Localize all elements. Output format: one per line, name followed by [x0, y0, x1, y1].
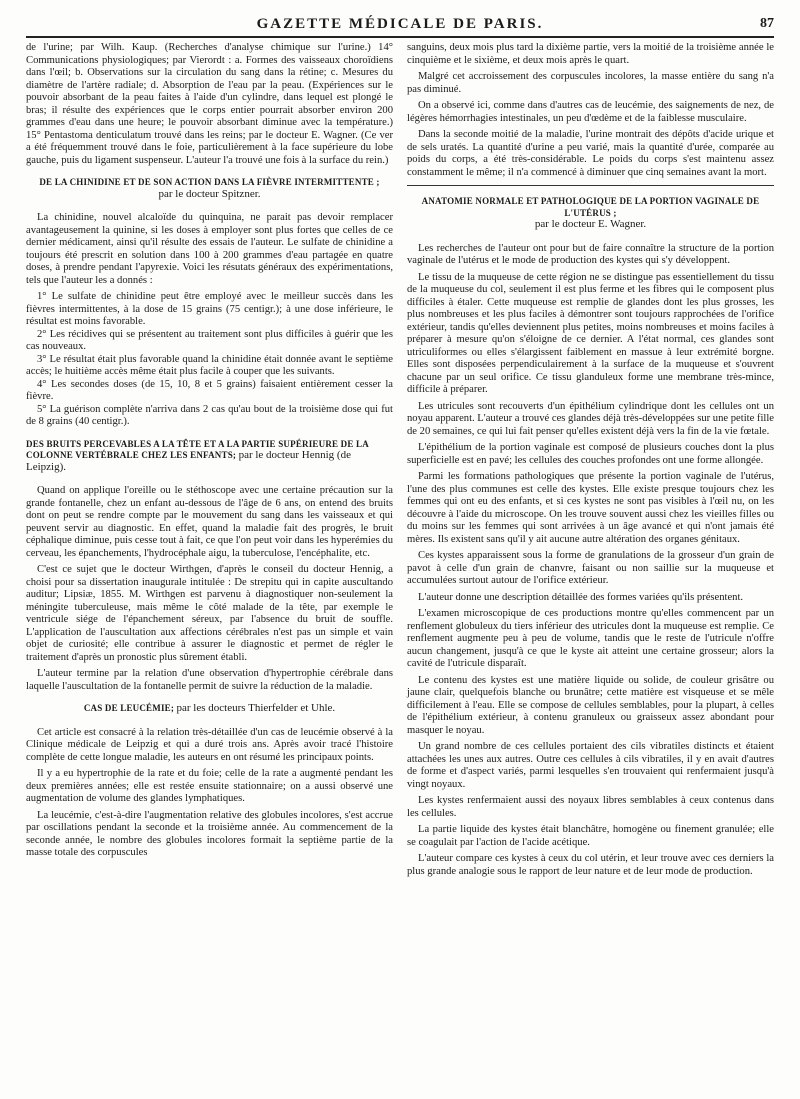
article-paragraph: La chinidine, nouvel alcaloïde du quinquina, ne parait pas devoir remplacer avantageusement la quinine, si les doses à employer sont plus fortes que celles de ce dernier médicament, ainsi qu'il résulte des essais de l'auteur. Le sulfate de chinidine a toujours été prescrit en solution dans 100 à 200 grammes d'eau partagée en quatre doses, à prendre pendant l'apyrexie. Voici les résutats généraux des expérimentations, tels que l'auteur les a donnés : [26, 212, 393, 286]
article-paragraph: Dans la seconde moitié de la maladie, l'urine montrait des dépôts d'acide urique et de sels uratés. La quantité d'urine a peu varié, mais la quantité d'urée, comparée au poids du corps, a été très-considérable. Le poids du corps s'est maintenu assez constamment le même; il n'a commencé à diminuer que cinq semaines avant la mort. [407, 129, 774, 178]
result-item: 3° Le résultat était plus favorable quand la chinidine était donnée avant le septième accès; le huitième accès même était plus facile à couper que les suivants. [26, 353, 393, 377]
left-column [26, 42, 393, 882]
result-item: 5° La guérison complète n'arriva dans 2 cas qu'au bout de la troisième dose qui fut de 8 grains (40 centigr.). [26, 403, 393, 427]
article-paragraph: Parmi les formations pathologiques que présente la portion vaginale de l'utérus, l'une des plus communes est celle des kystes. Elle existe presque toujours chez les femmes qui ont eu des enfants, et si ces kystes ne sont pas visibles à l'œil nu, on les découvre à l'aide du microscope. On les trouve souvent aussi chez les vieilles filles ou du moins sur les femmes qui sont arrivées à un âge avancé et qui n'ont jamais été mères. Ils existent sans qu'il y ait aucune autre altération des organes génitaux. [407, 471, 774, 545]
article-paragraph: L'auteur termine par la relation d'une observation d'hypertrophie cérébrale dans laquelle l'auscultation de la fontanelle permit de suivre la réduction de la maladie. [26, 668, 393, 692]
article-author: par les docteurs Thierfelder et Uhle. [176, 702, 336, 714]
article-paragraph: L'auteur compare ces kystes à ceux du col utérin, et leur trouve avec ces derniers la plus grande analogie sous le rapport de leur nature et de leur mode de production. [407, 853, 774, 877]
article-author: par le docteur Hennig (de Leipzig). [26, 449, 351, 473]
article-paragraph: Cet article est consacré à la relation très-détaillée d'un cas de leucémie observé à la Clinique médicale de Leipzig et qui a duré trois ans. Après avoir tracé l'histoire complète de cette longue maladie, les auteurs en ont résumé les principaux points. [26, 726, 393, 763]
right-column [407, 42, 774, 882]
article-heading [26, 177, 393, 200]
article-author: par le docteur E. Wagner. [534, 218, 647, 230]
article-author: par le docteur Spitzner. [158, 187, 261, 200]
page-header [26, 14, 774, 38]
result-item: 2° Les récidives qui se présentent au traitement sont plus difficiles à guérir que les cas nouveaux. [26, 328, 393, 352]
article-paragraph: L'épithélium de la portion vaginale est composé de plusieurs couches dont la plus superficielle est en pavé; les cellules des couches profondes ont une forme allongée. [407, 442, 774, 466]
section-divider [407, 185, 774, 186]
article-paragraph: Le tissu de la muqueuse de cette région ne se distingue pas essentiellement du tissu de la muqueuse du col, seulement il est plus ferme et les fibres qui le composent plus difficiles à étaler. Cette muqueuse est remplie de glandes dont les plus grosses, les plus nombreuses et les plus faciles à démontrer sont toujours rapprochées de l'orifice extérieur, tandis qu'elles deviennent plus petites, moins nombreuses et moins faciles à préparer à mesure qu'on s'éloigne de ce dernier. A l'état normal, ces glandes sont utriculiformes ou elles s'élargissent faiblement en massue à leur extrémité borgne. Elles sont disposées perpendiculairement à la surface de la muqueuse et s'ouvrent chacune par un seul orifice. Ce tissu glanduleux forme une membrane très-mince, difficile à préparer. [407, 271, 774, 395]
article-paragraph: de l'urine; par Wilh. Kaup. (Recherches d'analyse chimique sur l'urine.) 14° Communications physiologiques; par Vierordt : a. Formes des vaisseaux choroïdiens dans l'œil; b. Observations sur la circulation du sang dans la rétine; c. Mesures du diamètre de l'artère radiale; d. Absorption de l'eau par la peau. (Expériences sur le pouvoir absorbant de la peau faites à l'aide d'un cylindre, dans lequel est plongé le bras; il résulte des expériences que le corps entier pourrait absorber environ 200 grammes d'eau dans une heure; le pouvoir absorbant diminue avec la température.) 15° Pentastoma denticulatum trouvé dans les reins; par le docteur E. Wagner. (Ce ver a été fréquemment trouvé dans le foie, particulièrement à la face supérieure du lobe gauche, puis du ligament suspenseur. L'auteur l'a trouvé une fois à la surface du rein.) [26, 42, 393, 166]
article-paragraph: C'est ce sujet que le docteur Wirthgen, d'après le conseil du docteur Hennig, a choisi pour sa dissertation inaugurale intitulée : De strepitu qui in capite auscultando auditur; Lipsiæ, 1855. M. Wirthgen est parvenu à diagnostiquer non-seulement la méningite tuberculeuse, mais même le côté malade de la tête, par exemple le ventricule siége de l'épanchement séreux, par l'absence du bruit de souffle. L'application de l'auscultation aux affections cérébrales n'est pas un simple et vain objet de curiosité; elle contribue à assurer le diagnostic et permet de régler le traitement d'après un pronostic plus sûrement établi. [26, 564, 393, 663]
article-title: DES BRUITS PERCEVABLES A LA TÊTE ET A LA PARTIE SUPÉRIEURE DE LA COLONNE VERTÉBRALE CHEZ LES ENFANTS; [26, 438, 369, 460]
article-paragraph: La leucémie, c'est-à-dire l'augmentation relative des globules incolores, s'est accrue par oscillations pendant la seconde et la troisième année. Au commencement de la seconde année, le nombre des globules incolores formait la septième partie de la masse totale des corpuscules [26, 809, 393, 858]
article-paragraph: Les recherches de l'auteur ont pour but de faire connaître la structure de la portion vaginale de l'utérus et le mode de production des kystes qui s'y développent. [407, 242, 774, 266]
article-paragraph: Le contenu des kystes est une matière liquide ou solide, de couleur grisâtre ou jaune clair, quelquefois blanche ou brunâtre; cette matière est visqueuse et se mêle difficilement à l'eau. Elle se compose de cellules semblables, pour la plupart, à celles de l'épithélium extérieur, à contenu granuleux ou graisseux assez abondant pour masquer le noyau. [407, 674, 774, 736]
article-paragraph: sanguins, deux mois plus tard la dixième partie, vers la moitié de la troisième année le cinquième et le sixième, et deux mois après le quart. [407, 42, 774, 66]
article-title: DE LA CHINIDINE ET DE SON ACTION DANS LA FIÈVRE INTERMITTENTE ; [39, 177, 380, 187]
article-heading [26, 703, 393, 715]
article-paragraph: Ces kystes apparaissent sous la forme de granulations de la grosseur d'un grain de pavot à celle d'un grain de chanvre, faisant ou non saillie sur la muqueuse et accumulées surtout autour de l'orifice extérieur. [407, 550, 774, 586]
article-paragraph: Les kystes renfermaient aussi des noyaux libres semblables à ceux contenus dans les cellules. [407, 795, 774, 819]
article-heading [26, 439, 393, 474]
article-title: ANATOMIE NORMALE ET PATHOLOGIQUE DE LA PORTION VAGINALE DE L'UTÉRUS ; [421, 196, 760, 218]
result-item: 4° Les secondes doses (de 15, 10, 8 et 5 grains) faisaient entièrement cesser la fièvre. [26, 378, 393, 402]
text-columns [26, 42, 774, 882]
article-paragraph: Malgré cet accroissement des corpuscules incolores, la masse entière du sang n'a pas diminué. [407, 71, 774, 95]
article-paragraph: Les utricules sont recouverts d'un épithélium cylindrique dont les cellules ont un noyau apparent. L'auteur a trouvé ces glandes déjà très-développées sur une petite fille de 20 semaines, ce qui lui fait penser qu'elles existent déjà vers la fin de la vie fœtale. [407, 400, 774, 437]
journal-title: GAZETTE MÉDICALE DE PARIS. [256, 16, 544, 32]
article-paragraph: La partie liquide des kystes était blanchâtre, homogène ou finement granulée; elle se coagulait par l'action de l'acide acétique. [407, 824, 774, 848]
article-title: CAS DE LEUCÉMIE; [83, 703, 175, 713]
article-paragraph: Il y a eu hypertrophie de la rate et du foie; celle de la rate a augmenté pendant les deux premières années; elle est restée ensuite stationnaire; on a aussi observé une augmentation de volume des glandes lymphatiques. [26, 768, 393, 804]
article-paragraph: Un grand nombre de ces cellules portaient des cils vibratiles distincts et étaient attachées les unes aux autres. Outre ces cellules à cils vibratiles, il y en avait d'autres de forme et d'aspect variés, parmi lesquelles s'en trouvaient qui renfermaient jusqu'à vingt noyaux. [407, 741, 774, 790]
article-paragraph: L'auteur donne une description détaillée des formes variées qu'ils présentent. [418, 591, 744, 603]
article-paragraph: L'examen microscopique de ces productions montre qu'elles commencent par un renflement globuleux du tiers inférieur des utricules dont la muqueuse est remplie. Ce renflement augmente peu à peu de volume, tandis que le reste de l'utricule n'offre aucun changement, jusqu'à ce que le kyste ait atteint une certaine grosseur; alors la cavité de l'utricule disparaît. [407, 608, 774, 669]
article-paragraph: On a observé ici, comme dans d'autres cas de leucémie, des saignements de nez, de légères hémorrhagies intestinales, un peu d'œdème et de la faiblesse musculaire. [407, 100, 774, 124]
result-list [26, 291, 393, 429]
article-heading [407, 196, 774, 231]
page-number: 87 [760, 16, 774, 31]
result-item: 1° Le sulfate de chinidine peut être employé avec le meilleur succès dans les fièvres intermittentes, à la dose de 15 grains (75 centigr.); à une dose inférieure, le résultat est moins favorable. [26, 291, 393, 327]
article-paragraph: Quand on applique l'oreille ou le stéthoscope avec une certaine précaution sur la grande fontanelle, chez un enfant au-dessous de l'âge de 6 ans, on entend des bruits dont on peut se rendre compte par le mouvement du sang dans les vaisseaux et qui peuvent servir au diagnostic. En effet, quand la maladie fait des progrès, le bruit céphalique diminue, puis cesse tout à fait, ce que l'on peut voir dans les hyperémies du cerveau, les épanchements, l'hydrocéphale aigu, la tuberculose, l'encéphalite, etc. [26, 485, 393, 559]
